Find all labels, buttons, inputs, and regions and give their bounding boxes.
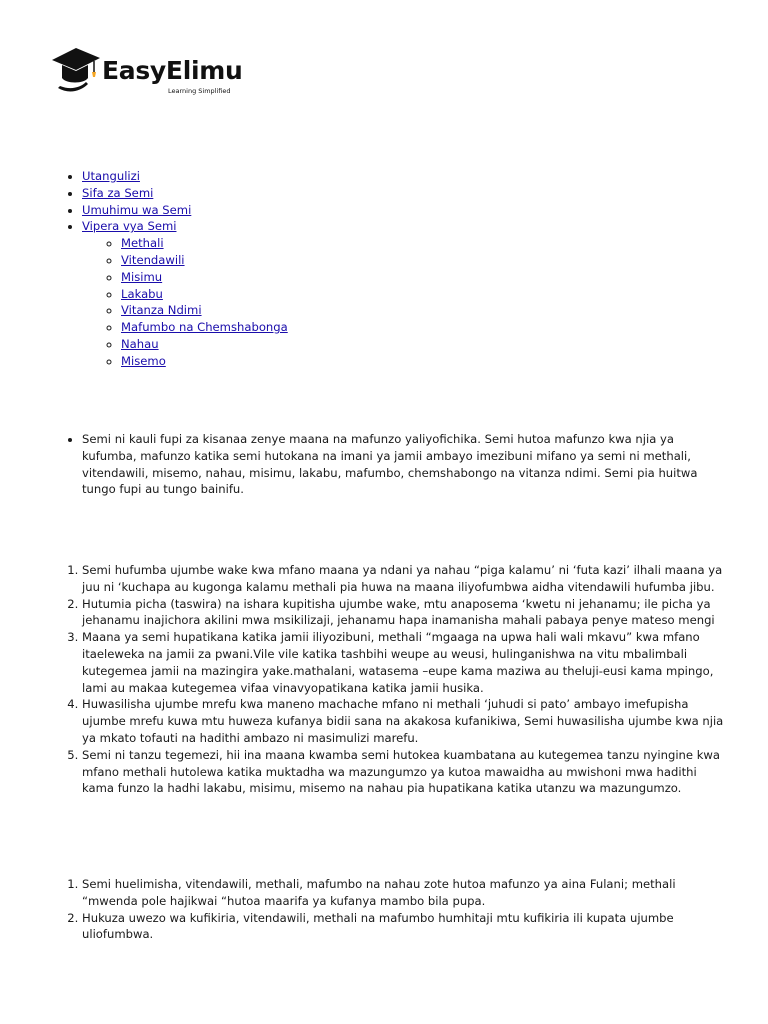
toc-link-vipera-vya-semi[interactable]: Vipera vya Semi	[82, 219, 177, 234]
list-item: 2. Hutumia picha (taswira) na ishara kupitisha ujumbe wake, mtu anaposema ‘kwetu ni jehanamu; ile picha ya jehanamu inajichora akilini mwa msikilizaji, jehanamu hapa inamanisha mahali pabaya penye mateso mengi	[82, 596, 724, 630]
toc-link-misimu[interactable]: Misimu	[121, 269, 163, 284]
site-logo[interactable]	[50, 44, 250, 100]
sifa-list	[82, 562, 724, 797]
toc-link-vitanza-ndimi[interactable]: Vitanza Ndimi	[121, 303, 202, 318]
toc-link-lakabu[interactable]: Lakabu	[121, 286, 163, 301]
toc-subitem	[121, 302, 682, 319]
toc-subitem	[121, 286, 682, 303]
toc-subitem	[121, 319, 682, 336]
graduation-cap-icon	[50, 44, 106, 100]
toc-link-methali[interactable]: Methali	[121, 236, 164, 251]
list-item: 5. Semi ni tanzu tegemezi, hii ina maana kwamba semi hutokea kuambatana au kutegemea tanzu nyingine kwa mfano methali hutolewa katika muktadha wa mazungumzo ya kutoa mawaidha au mwishoni mwa hadithi kama funzo la hadhi lakabu, misimu, misemo na nahau pia hupatikana katika utanzu wa mazungumzo.	[82, 747, 724, 797]
intro-list	[82, 431, 722, 498]
toc-link-utangulizi[interactable]: Utangulizi	[82, 169, 140, 183]
toc-item	[82, 168, 682, 185]
toc-link-sifa-za-semi[interactable]: Sifa za Semi	[82, 185, 154, 200]
toc-item	[82, 202, 682, 219]
toc-item	[82, 185, 682, 202]
toc-subitem	[121, 336, 682, 353]
toc-link-mafumbo[interactable]: Mafumbo na Chemshabonga	[121, 320, 288, 335]
intro-paragraph: • Semi ni kauli fupi za kisanaa zenye maana na mafunzo yaliyofichika. Semi hutoa mafunzo kwa njia ya kufumba, mafunzo katika semi hutokana na imani ya jamii ambayo imezibuni mifano ya semi ni methali, vitendawili, misemo, nahau, misimu, lakabu, mafumbo, chemshabongo na vitanza ndimi. Semi pia huitwa tungo fupi au tungo bainifu.	[82, 431, 722, 498]
toc-link-misemo[interactable]: Misemo	[121, 353, 166, 368]
toc-item	[82, 218, 682, 369]
toc-link-nahau[interactable]: Nahau	[121, 336, 159, 351]
toc-subitem	[121, 269, 682, 286]
umuhimu-list	[82, 876, 724, 943]
toc-sublist	[82, 235, 682, 369]
list-item: 4. Huwasilisha ujumbe mrefu kwa maneno machache mfano ni methali ‘juhudi si pato’ ambayo imefupisha ujumbe mrefu kuwa mtu huweza kufanya bidii sana na akakosa kufanikiwa, Semi huwasilisha ujumbe kwa njia ya mkato tofauti na hadithi ambazo ni masimulizi marefu.	[82, 696, 724, 746]
list-item: 1. Semi hufumba ujumbe wake kwa mfano maana ya ndani ya nahau “piga kalamu’ ni ‘futa kazi’ ilhali maana ya juu ni ‘kuchapa au kugonga kalamu methali pia huwa na maana iliyofumbwa aidha vitendawili hufumba jibu.	[82, 562, 724, 596]
logo-name: EasyElimu	[102, 56, 243, 85]
toc-link-vitendawili[interactable]: Vitendawili	[121, 252, 185, 267]
table-of-contents	[82, 168, 682, 370]
list-item: 3. Maana ya semi hupatikana katika jamii iliyozibuni, methali “mgaaga na upwa hali wali mkavu” kwa mfano itaeleweka na jamii za pwani.Vile vile katika tashbihi weupe au weusi, hulinganishwa na vitu mbalimbali kutegemea jamii na mazingira yake.mathalani, watasema –eupe kama maziwa au theluji-eusi kama mpingo, lami au makaa kutegemea vifaa vinavyopatikana katika jamii husika.	[82, 629, 724, 696]
toc-link-umuhimu-wa-semi[interactable]: Umuhimu wa Semi	[82, 202, 192, 217]
list-item: 2. Hukuza uwezo wa kufikiria, vitendawili, methali na mafumbo humhitaji mtu kufikiria ili kupata ujumbe uliofumbwa.	[82, 910, 724, 944]
toc-subitem	[121, 252, 682, 269]
toc-subitem	[121, 353, 682, 370]
logo-tagline: Learning Simplified	[168, 87, 231, 95]
list-item: 1. Semi huelimisha, vitendawili, methali, mafumbo na nahau zote hutoa mafunzo ya aina Fulani; methali “mwenda pole hajikwai “hutoa maarifa ya kufanya mambo bila pupa.	[82, 876, 724, 910]
toc-subitem	[121, 235, 682, 252]
